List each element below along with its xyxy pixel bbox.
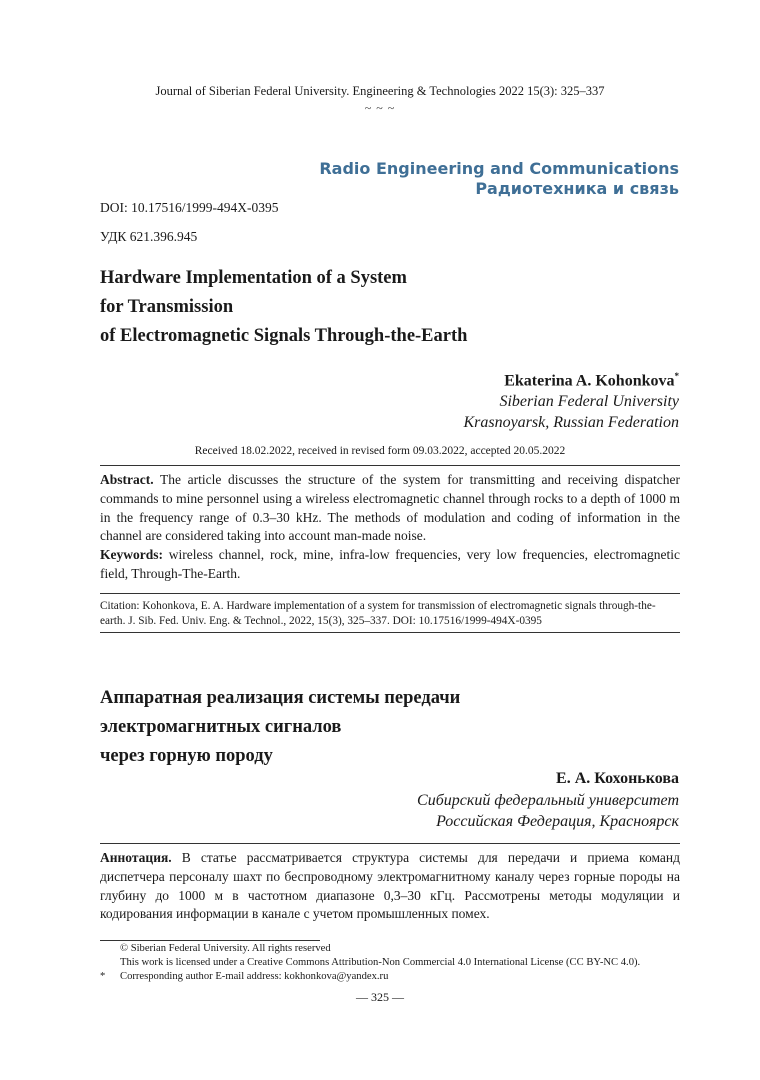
keywords-label: Keywords: [100, 547, 163, 562]
author-block-en [463, 366, 679, 433]
author-name-en: Ekaterina A. Kohonkova* [504, 371, 679, 390]
udk-code: УДК 621.396.945 [100, 229, 198, 244]
copyright-note: © Siberian Federal University. All rights reserved [120, 943, 331, 954]
divider [100, 465, 680, 466]
title-ru-line: электромагнитных сигналов [100, 717, 342, 737]
section-heading-en: Radio Engineering and Communications [319, 159, 679, 178]
abstract-label: Abstract. [100, 472, 154, 487]
section-heading-ru: Радиотехника и связь [475, 179, 679, 198]
abstract-text: The article discusses the structure of the system for transmitting and receiving dispatcher commands to mine personnel using a wireless electromagnetic channel through rocks to a depth of 1000 m in the frequency range of 0.3–30 kHz. The methods of modulation and coding of information in the channel are considered taking into account man-made noise. [100, 472, 680, 544]
title-ru-line: через горную породу [100, 746, 273, 766]
title-en-line: Hardware Implementation of a System [100, 268, 407, 288]
footnote-star: * [100, 971, 106, 983]
divider [100, 843, 680, 844]
journal-line: Journal of Siberian Federal University. Engineering & Technologies 2022 15(3): 325–337 [155, 84, 605, 98]
author-name-ru: Е. А. Кохонькова [556, 770, 679, 787]
corresponding-note [100, 970, 685, 984]
corresponding-email[interactable]: Corresponding author E-mail address: kokhonkova@yandex.ru [120, 971, 389, 983]
divider [100, 593, 680, 594]
annotation-label: Аннотация. [100, 850, 172, 865]
doi[interactable]: DOI: 10.17516/1999-494X-0395 [100, 200, 279, 215]
corresponding-marker: * [674, 371, 679, 381]
title-ru-line: Аппаратная реализация системы передачи [100, 688, 461, 708]
author-block-ru [417, 768, 679, 833]
license-note: This work is licensed under a Creative Commons Attribution-Non Commercial 4.0 International License (CC BY-NC 4.0). [120, 957, 641, 969]
author-affiliation-ru: Сибирский федеральный университет [417, 791, 679, 809]
author-location-ru: Российская Федерация, Красноярск [436, 813, 679, 830]
footnotes [100, 942, 685, 985]
footnote-divider [100, 940, 320, 941]
article-title-ru [100, 684, 460, 771]
author-location-en: Krasnoyarsk, Russian Federation [463, 414, 679, 432]
annotation-text: В статье рассматривается структура системы для передачи и приема команд диспетчера персоналу шахт по беспроводному электромагнитному каналу через горные породы на глубину до 1000 м в частотном диапазоне 0,3–30 кГц. Рассмотрены методы модуляции и кодирования информации в канале с учетом промышленных помех. [100, 850, 680, 922]
title-en-line: for Transmission [100, 297, 234, 317]
divider [100, 632, 680, 633]
keywords [100, 546, 680, 584]
citation: Citation: Kohonkova, E. A. Hardware implementation of a system for transmission of electromagnetic signals through-the-earth. J. Sib. Fed. Univ. Eng. & Technol., 2022, 15(3), 325–337. DOI: 10.17516/1999-494X-0395 [100, 600, 656, 627]
article-title-en [100, 264, 467, 351]
annotation-ru [100, 849, 680, 924]
received-dates: Received 18.02.2022, received in revised form 09.03.2022, accepted 20.05.2022 [194, 445, 566, 457]
header-ornament: ~ ~ ~ [364, 101, 396, 115]
abstract [100, 471, 680, 546]
title-en-line: of Electromagnetic Signals Through-the-Earth [100, 326, 468, 346]
page-number: — 325 — [356, 990, 404, 1004]
author-affiliation-en: Siberian Federal University [499, 393, 679, 411]
keywords-text: wireless channel, rock, mine, infra-low frequencies, very low frequencies, electromagnetic field, Through-The-Earth. [100, 547, 680, 581]
